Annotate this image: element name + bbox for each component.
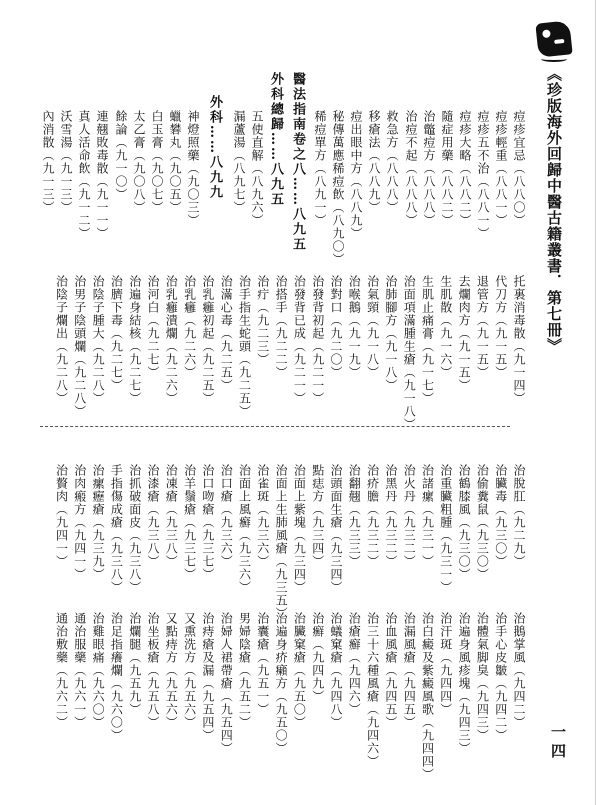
section-divider xyxy=(40,426,510,427)
series-title: 《珍版海外回歸中醫古籍叢書．第七冊》 xyxy=(545,66,563,354)
toc-entry: 治乳癰潰爛（九二六） xyxy=(164,275,179,405)
toc-entry: 治手指生蛇頭（九二五） xyxy=(237,275,252,418)
toc-entry: 餘論（九一〇） xyxy=(114,110,128,201)
toc-entry: 內消散（九一三） xyxy=(41,110,55,214)
toc-entry: 治對口（九二〇） xyxy=(329,275,343,379)
toc-entry: 治頭面生瘡（九三四） xyxy=(329,464,343,594)
toc-entry: 治疔（九二三） xyxy=(255,275,270,366)
toc-entry: 代刀方（九一五） xyxy=(493,275,508,379)
toc-entry: 稀痘單方（八九一） xyxy=(313,110,327,227)
toc-entry: 生肌散（九一六） xyxy=(438,275,453,379)
toc-entry: 又熏洗方（九五六） xyxy=(182,612,197,729)
toc-entry: 太乙膏（九〇八） xyxy=(132,110,146,214)
toc-entry: 治偷糞鼠（九三〇） xyxy=(475,464,490,581)
toc-entry: 治手心皮皺（九四二） xyxy=(493,612,508,742)
toc-entry: 沃雪湯（九一三） xyxy=(59,110,73,214)
toc-entry: 治鵝掌風（九四二） xyxy=(512,612,526,729)
toc-entry: 治坐板瘡（九五八） xyxy=(146,612,160,729)
toc-entry: 治臟窠瘡（九五〇） xyxy=(292,612,307,729)
toc-entry: 治白癜及紫癜風歌（九四四） xyxy=(420,612,435,781)
toc-entry: 治火丹（九三二） xyxy=(402,464,417,568)
toc-entry: 痘出眼中方（八八九） xyxy=(349,110,363,240)
toc-entry: 五使直解（八九六） xyxy=(250,110,264,227)
toc-entry: 治乳癰（九二六） xyxy=(182,275,197,379)
publisher-logo xyxy=(537,22,571,60)
toc-entry: 治臟毒（九三〇） xyxy=(493,464,508,568)
toc-entry: 治面上紫塊（九三四） xyxy=(292,464,307,594)
toc-entry: 又點痔方（九五六） xyxy=(164,612,179,729)
logo-underline xyxy=(541,56,567,62)
toc-entry: 治河白（九二七） xyxy=(146,275,160,379)
toc-entry: 治血風瘡（九四五） xyxy=(383,612,398,729)
toc-entry: 神燈照藥（九〇三） xyxy=(186,110,200,227)
toc-entry: 治氣頸（九一八） xyxy=(365,275,380,379)
toc-entry: 白玉膏（九〇七） xyxy=(150,110,164,214)
toc-entry: 治肉瘢方（九四一） xyxy=(72,464,87,581)
toc-entry: 治肺腳方（九一八） xyxy=(383,275,398,392)
toc-entry: 治喉鵝（九一九） xyxy=(347,275,362,379)
toc-entry: 治搭手（九二二） xyxy=(274,275,289,379)
toc-entry: 痘疹五不治（八八一） xyxy=(476,110,490,240)
toc-entry: 治癬（九四九） xyxy=(310,612,325,703)
toc-entry: 治漏風瘡（九四五） xyxy=(402,612,417,729)
toc-heading: 外科……八九九 xyxy=(207,95,222,200)
toc-entry: 治遍身疥癩方（九五〇） xyxy=(274,612,289,755)
page-number: 一四 xyxy=(549,724,567,762)
toc-entry: 手指傷成瘡（九三八） xyxy=(109,464,124,594)
toc-heading: 外科總歸……八九五 xyxy=(268,72,283,207)
toc-entry: 治雀斑（九三六） xyxy=(255,464,270,568)
toc-entry: 治瘰癧瘡（九三九） xyxy=(91,464,106,581)
toc-entry: 治重臟粗腫（九三一） xyxy=(438,464,453,594)
toc-entry: 治痔瘡及漏（九五四） xyxy=(200,612,215,742)
toc-entry: 治漆瘡（九三八） xyxy=(146,464,160,568)
toc-entry: 治汗斑（九四四） xyxy=(438,612,453,716)
toc-entry: 秘傳萬應稀痘飲（八九〇） xyxy=(331,110,345,266)
toc-entry: 治囊瘡（九五一） xyxy=(255,612,270,716)
toc-entry: 治陰子腫大（九二八） xyxy=(91,275,106,405)
toc-entry: 移瘡法（八八九） xyxy=(367,110,381,214)
toc-entry: 治蟻窠瘡（九四八） xyxy=(329,612,343,729)
toc-entry: 去爛肉方（九一五） xyxy=(457,275,472,392)
toc-entry: 治足指癢爛（九六〇） xyxy=(109,612,124,742)
toc-entry: 男婦陰瘡（九五二） xyxy=(237,612,252,729)
toc-entry: 治體氣脚臭（九四三） xyxy=(475,612,490,742)
toc-entry: 治鼈痘方（八八八） xyxy=(422,110,436,227)
toc-entry: 治鶴膝風（九三〇） xyxy=(457,464,472,581)
toc-entry: 痘疹宜忌（八八〇） xyxy=(512,110,526,227)
toc-entry: 救急方（八八八） xyxy=(385,110,399,214)
toc-entry: 真人活命飲（九一二） xyxy=(77,110,91,240)
toc-entry: 治痘不起（八八八） xyxy=(404,110,418,227)
toc-entry: 治滿心毒（九二五） xyxy=(219,275,234,392)
toc-entry: 蠟礬丸（九〇五） xyxy=(168,110,182,214)
logo-mark-icon xyxy=(535,20,572,57)
toc-entry: 治雞眼痛（九六〇） xyxy=(91,612,106,729)
toc-entry: 治羊鬚瘡（九三七） xyxy=(182,464,197,581)
toc-entry: 治男子陰頭爛（九二八） xyxy=(72,275,87,418)
toc-entry: 漏蘆湯（八九七） xyxy=(232,110,246,214)
toc-entry: 治面上風癬（九三六） xyxy=(237,464,252,594)
toc-entry: 治遍身結核（九二七） xyxy=(127,275,142,405)
toc-entry: 治臍下毒（九二七） xyxy=(109,275,124,392)
toc-entry: 治陰子爛出（九二八） xyxy=(54,275,69,405)
toc-entry: 退管方（九一五） xyxy=(475,275,490,379)
toc-entry: 治瘡癬（九四六） xyxy=(347,612,362,716)
toc-entry: 治翻翹（九三三） xyxy=(347,464,362,568)
toc-entry: 治面項滿腫生瘡（九一八） xyxy=(402,275,417,431)
toc-entry: 生肌止痛膏（九一七） xyxy=(420,275,435,405)
toc-entry: 治凍瘡（九三八） xyxy=(164,464,179,568)
toc-entry: 治面上生肺風瘡（九三五） xyxy=(274,464,289,620)
toc-entry: 治口吻瘡（九三七） xyxy=(200,464,215,581)
toc-entry: 痘疹大略（八八二） xyxy=(458,110,472,227)
toc-entry: 治抓破面皮（九三八） xyxy=(127,464,142,594)
toc-entry: 通治服藥（九六一） xyxy=(72,612,87,729)
toc-entry: 治爛腿（九五九） xyxy=(127,612,142,716)
toc-entry: 治發背初起（九二一） xyxy=(310,275,325,405)
toc-heading: 醫法指南卷之八……八九五 xyxy=(290,72,305,252)
toc-entry: 治諸瘰（九三一） xyxy=(420,464,435,568)
toc-entry: 治口瘡（九三六） xyxy=(219,464,234,568)
toc-entry: 治脫肛（九二九） xyxy=(512,464,526,568)
toc-entry: 治三十六種風瘡（九四六） xyxy=(365,612,380,768)
toc-entry: 隨症用藥（八八二） xyxy=(440,110,454,227)
toc-entry: 治疥膽（九三二） xyxy=(365,464,380,568)
toc-entry: 托裏消毒散（九一四） xyxy=(512,275,526,405)
toc-entry: 通治敷藥（九六二） xyxy=(54,612,69,729)
toc-entry: 連翹敗毒散（九一一） xyxy=(95,110,109,240)
toc-entry: 治贅肉（九四一） xyxy=(54,464,69,568)
toc-entry: 治婦人裙帶瘡（九五四） xyxy=(219,612,234,755)
toc-entry: 治黑丹（九三二） xyxy=(383,464,398,568)
toc-entry: 治乳癰初起（九二五） xyxy=(200,275,215,405)
toc-entry: 點痣方（九三四） xyxy=(310,464,325,568)
toc-entry: 痘疹輕重（八八一） xyxy=(494,110,508,227)
toc-entry: 治發背已成（九二一） xyxy=(292,275,307,405)
toc-entry: 治遍身風疹塊（九四三） xyxy=(457,612,472,755)
